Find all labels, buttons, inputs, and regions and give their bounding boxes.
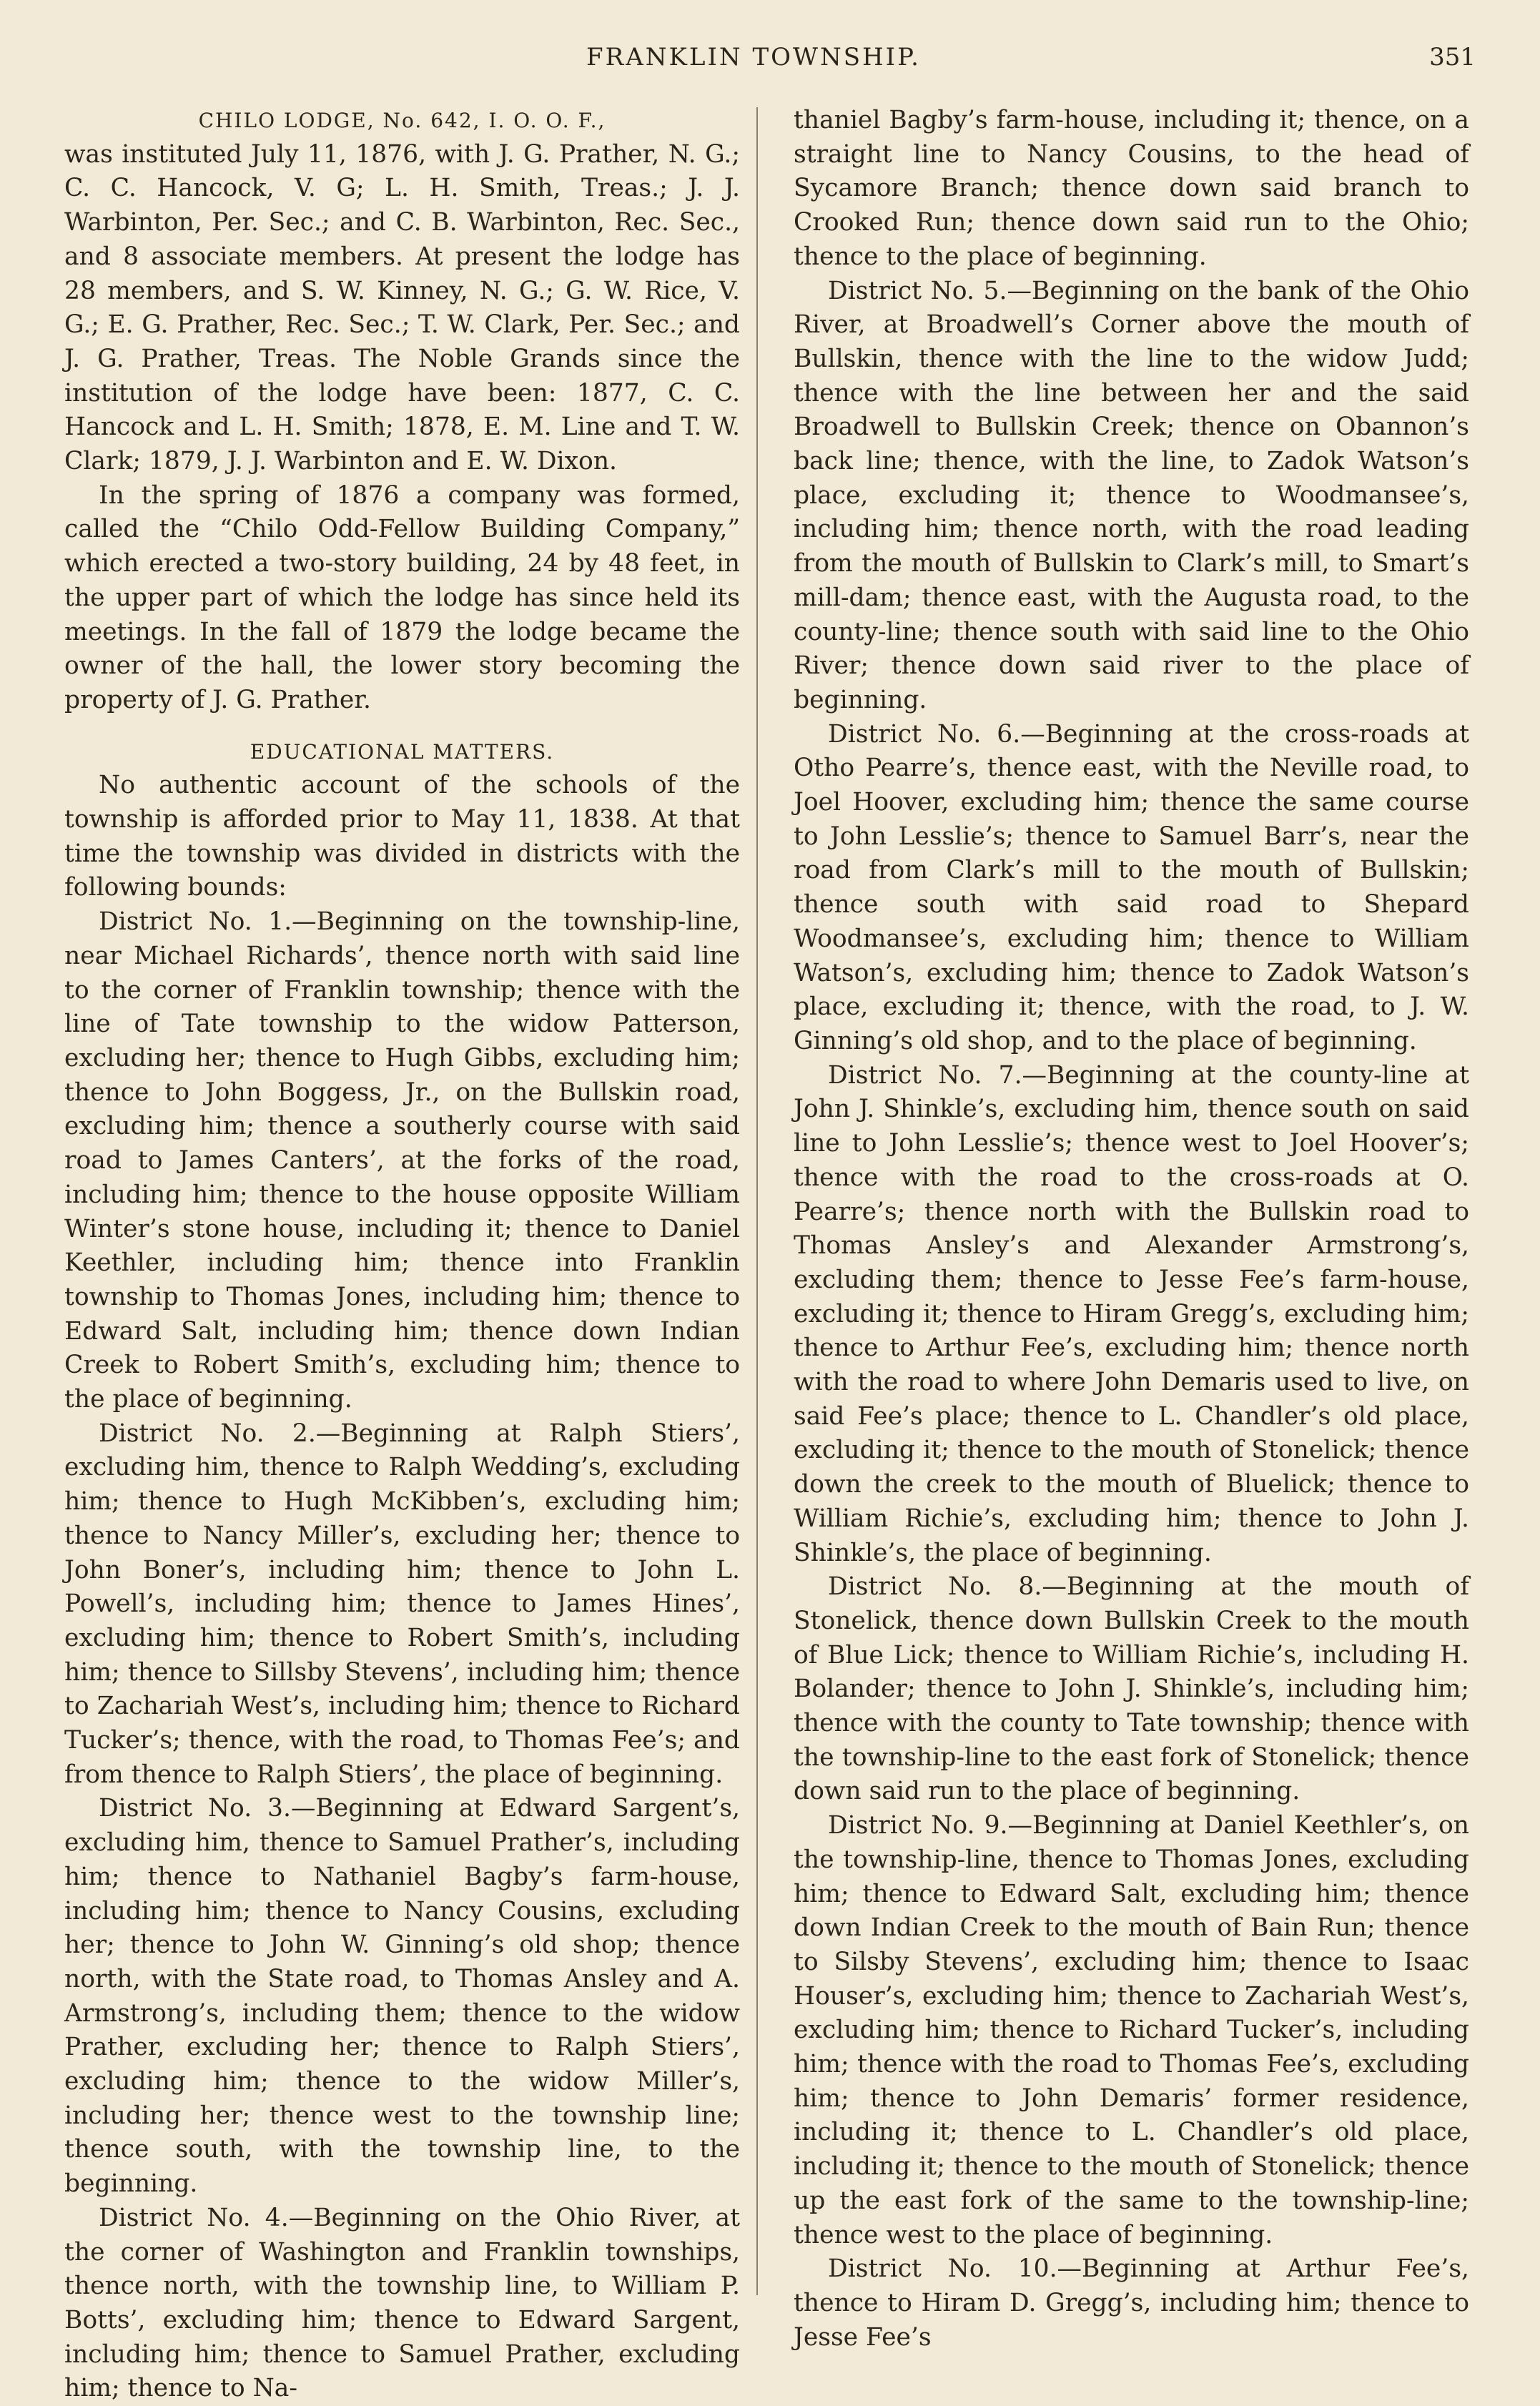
education-paragraph: No authentic account of the schools of the township is afforded prior to May 11, 1838. At that time the township was divided in districts with the following bounds: — [64, 771, 740, 902]
district-6-paragraph: District No. 6.—Beginning at the cross-roads at Otho Pearre’s, thence east, with the Neville road, to Joel Hoover, excluding him; thence the same course to John Lesslie’s; thence to Samuel Barr’s, near the road from Clark’s mill to the mouth of Bullskin; thence south with said road to Shepard Woodmansee’s, excluding him; thence to William Watson’s, excluding him; thence to Zadok Watson’s place, excluding it; thence, with the road, to J. W. Ginning’s old shop, and to the place of beginning. — [794, 719, 1469, 1055]
page-header — [0, 36, 1540, 79]
district-2-paragraph: District No. 2.—Beginning at Ralph Stiers’, excluding him, thence to Ralph Wedding’s, excluding him; thence to Hugh McKibben’s, excluding him; thence to Nancy Miller’s, excluding her; thence to John Boner’s, including him; thence to John L. Powell’s, including him; thence to James Hines’, excluding him; thence to Robert Smith’s, including him; thence to Sillsby Stevens’, including him; thence to Zachariah West’s, including him; thence to Richard Tucker’s; thence, with the road, to Thomas Fee’s; and from thence to Ralph Stiers’, the place of beginning. — [64, 1419, 740, 1789]
district-7-paragraph: District No. 7.—Beginning at the county-line at John J. Shinkle’s, excluding him, thence south on said line to John Lesslie’s; thence west to Joel Hoover’s; thence with the road to the cross-roads at O. Pearre’s; thence north with the Bullskin road to Thomas Ansley’s and Alexander Armstrong’s, excluding them; thence to Jesse Fee’s farm-house, excluding it; thence to Hiram Gregg’s, excluding him; thence to Arthur Fee’s, excluding him; thence north with the road to where John Demaris used to live, on said Fee’s place; thence to L. Chandler’s old place, excluding it; thence to the mouth of Stonelick; thence down the creek to the mouth of Bluelick; thence to William Richie’s, excluding him; thence to John J. Shinkle’s, the place of beginning. — [794, 1060, 1469, 1567]
district-4-paragraph: District No. 4.—Beginning on the Ohio River, at the corner of Washington and Franklin townships, thence north, with the township line, to William P. Botts’, excluding him; thence to Edward Sargent, including him; thence to Samuel Prather, excluding him; thence to Na- — [64, 2203, 740, 2403]
education-heading: EDUCATIONAL MATTERS. — [250, 739, 555, 764]
column-divider — [756, 107, 758, 2295]
page-number: 351 — [1429, 43, 1476, 72]
lodge-paragraph: In the spring of 1876 a company was formed, called the “Chilo Odd-Fellow Building Company,” which erected a two-story building, 24 by 48 feet, in the upper part of which the lodge has since held its meetings. In the fall of 1879 the lodge became the owner of the hall, the lower story becoming the property of J. G. Prather. — [64, 480, 740, 714]
running-title: FRANKLIN TOWNSHIP. — [586, 43, 921, 72]
district-3-paragraph: District No. 3.—Beginning at Edward Sargent’s, excluding him, thence to Samuel Prather’s, including him; thence to Nathaniel Bagby’s farm-house, including him; thence to Nancy Cousins, excluding her; thence to John W. Ginning’s old shop; thence north, with the State road, to Thomas Ansley and A. Armstrong’s, including them; thence to the widow Prather, excluding her; thence to Ralph Stiers’, excluding him; thence to the widow Miller’s, including her; thence west to the township line; thence south, with the township line, to the beginning. — [64, 1794, 740, 2199]
district-8-paragraph: District No. 8.—Beginning at the mouth of Stonelick, thence down Bullskin Creek to the mouth of Blue Lick; thence to William Richie’s, including H. Bolander; thence to John J. Shinkle’s, including him; thence with the county to Tate township; thence with the township-line to the east fork of Stonelick; thence down said run to the place of beginning. — [794, 1572, 1469, 1806]
lodge-paragraph: was instituted July 11, 1876, with J. G. Prather, N. G.; C. C. Hancock, V. G; L. H. Smith, Treas.; J. J. Warbinton, Per. Sec.; and C. B. Warbinton, Rec. Sec., and 8 associate members. At present the lodge has 28 members, and S. W. Kinney, N. G.; G. W. Rice, V. G.; E. G. Prather, Rec. Sec.; T. W. Clark, Per. Sec.; and J. G. Prather, Treas. The Noble Grands since the institution of the lodge have been: 1877, C. C. Hancock and L. H. Smith; 1878, E. M. Line and T. W. Clark; 1879, J. J. Warbinton and E. W. Dixon. — [64, 139, 740, 476]
left-column — [64, 104, 740, 2406]
district-9-paragraph: District No. 9.—Beginning at Daniel Keethler’s, on the township-line, thence to Thomas Jones, excluding him; thence to Edward Salt, excluding him; thence down Indian Creek to the mouth of Bain Run; thence to Silsby Stevens’, excluding him; thence to Isaac Houser’s, excluding him; thence to Zachariah West’s, excluding him; thence to Richard Tucker’s, including him; thence with the road to Thomas Fee’s, excluding him; thence to John Demaris’ former residence, including it; thence to L. Chandler’s old place, including it; thence to the mouth of Stonelick; thence up the east fork of the same to the township-line; thence west to the place of beginning. — [794, 1811, 1469, 2249]
district-5-paragraph: District No. 5.—Beginning on the bank of the Ohio River, at Broadwell’s Corner above the mouth of Bullskin, thence with the line to the widow Judd; thence with the line between her and the said Broadwell to Bullskin Creek; thence on Obannon’s back line; thence, with the line, to Zadok Watson’s place, excluding it; thence to Woodmansee’s, including him; thence north, with the road leading from the mouth of Bullskin to Clark’s mill, to Smart’s mill-dam; thence east, with the Augusta road, to the county-line; thence south with said line to the Ohio River; thence down said river to the place of beginning. — [794, 276, 1469, 714]
lodge-heading: CHILO LODGE, No. 642, I. O. O. F., — [198, 109, 606, 132]
district-4-continuation: thaniel Bagby’s farm-house, including it; thence, on a straight line to Nancy Cousins, to the head of Sycamore Branch; thence down said branch to Crooked Run; thence down said run to the Ohio; thence to the place of beginning. — [794, 106, 1469, 271]
district-10-paragraph: District No. 10.—Beginning at Arthur Fee’s, thence to Hiram D. Gregg’s, including him; thence to Jesse Fee’s — [794, 2254, 1469, 2352]
district-1-paragraph: District No. 1.—Beginning on the township-line, near Michael Richards’, thence north with said line to the corner of Franklin township; thence with the line of Tate township to the widow Patterson, excluding her; thence to Hugh Gibbs, excluding him; thence to John Boggess, Jr., on the Bullskin road, excluding him; thence a southerly course with said road to James Canters’, at the forks of the road, including him; thence to the house opposite William Winter’s stone house, including it; thence to Daniel Keethler, including him; thence into Franklin township to Thomas Jones, including him; thence to Edward Salt, including him; thence down Indian Creek to Robert Smith’s, excluding him; thence to the place of beginning. — [64, 907, 740, 1414]
right-column — [794, 104, 1469, 2355]
